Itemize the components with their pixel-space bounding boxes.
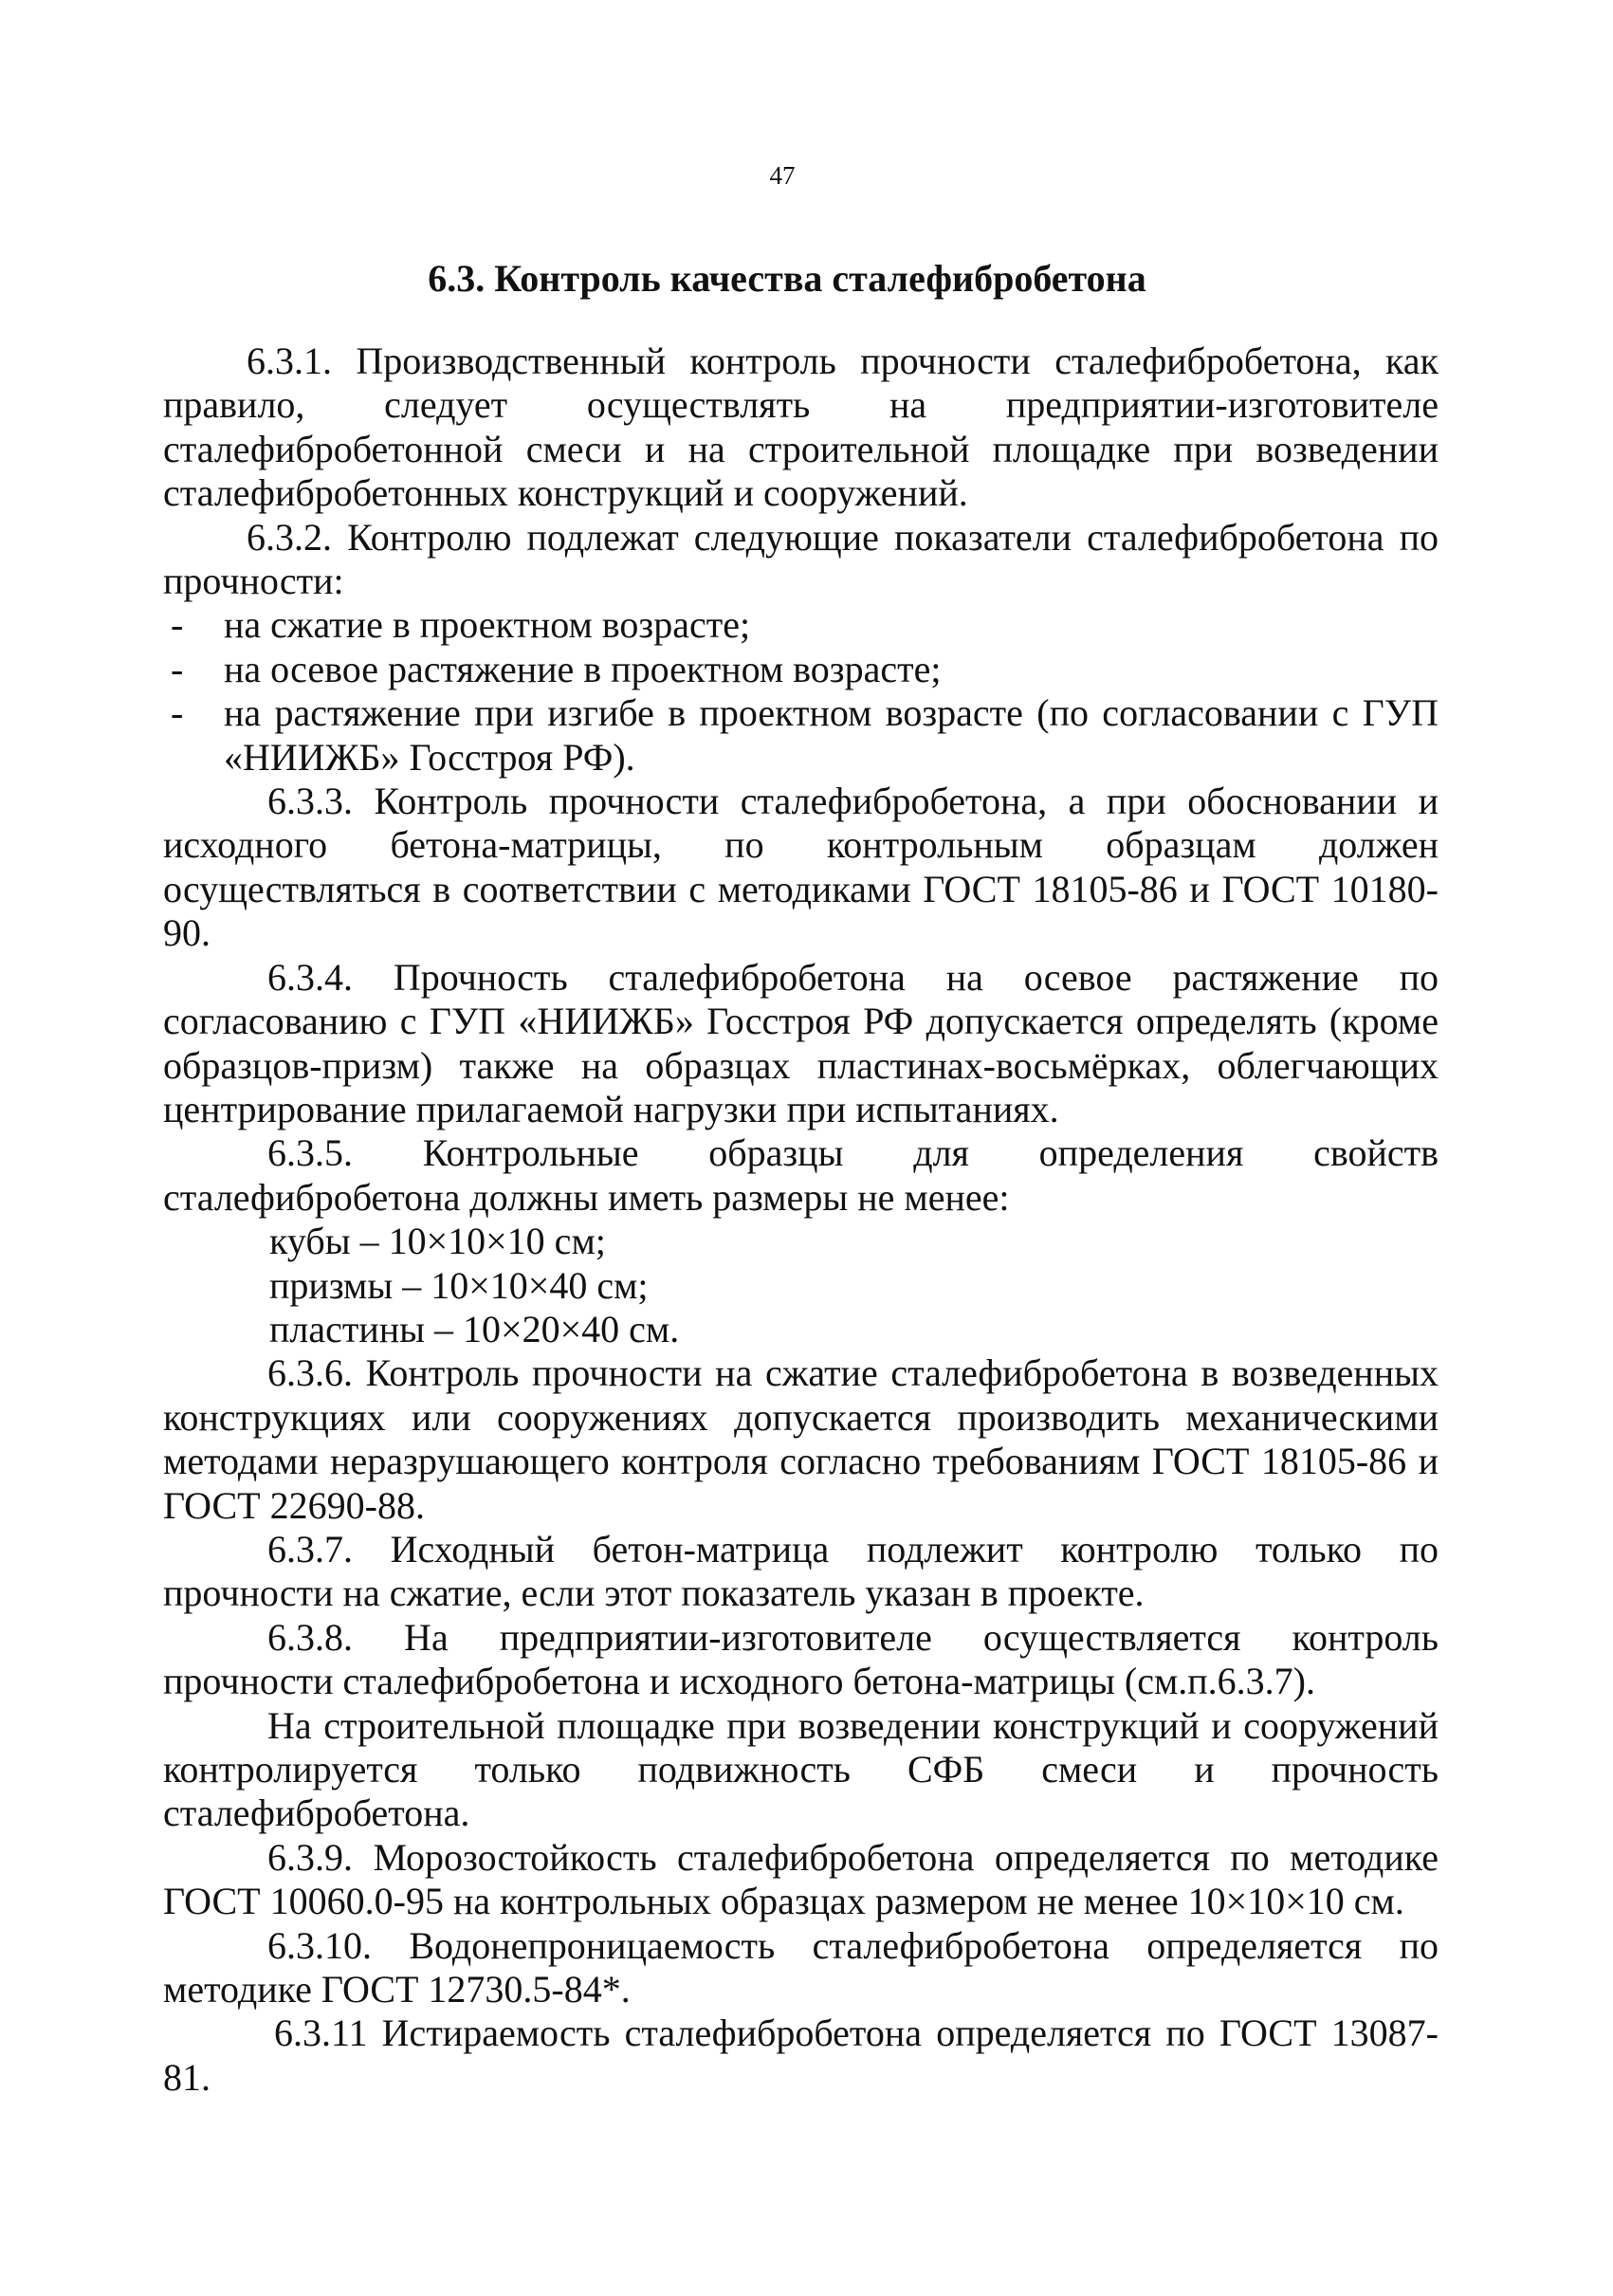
dash-bullet: - <box>171 603 184 647</box>
paragraph-6-3-10: 6.3.10. Водонепроницаемость сталефибробетона определяется по методике ГОСТ 12730.5-84*. <box>163 1923 1439 2011</box>
list-item-text: на осевое растяжение в проектном возрасте; <box>224 647 942 690</box>
list-item <box>163 691 1439 780</box>
list-item <box>163 603 1439 647</box>
list-item <box>163 648 1439 691</box>
paragraph-6-3-3: 6.3.3. Контроль прочности сталефибробетона, а при обосновании и исходного бетона-матрицы, по контрольным образцам должен осуществляться в соответствии с методиками ГОСТ 18105-86 и ГОСТ 10180-90. <box>163 780 1439 955</box>
list-item-text: на сжатие в проектном возрасте; <box>224 603 751 647</box>
paragraph-6-3-6: 6.3.6. Контроль прочности на сжатие сталефибробетона в возведенных конструкциях или сооружениях допускается производить механическими методами неразрушающего контроля согласно требованиям ГОСТ 18105-86 и ГОСТ 22690-88. <box>163 1351 1439 1527</box>
specimen-size-plates: пластины – 10×20×40 см. <box>269 1307 680 1350</box>
dash-bullet: - <box>171 691 184 735</box>
paragraph-6-3-1: 6.3.1. Производственный контроль прочности сталефибробетона, как правило, следует осуществлять на предприятии-изготовителе сталефибробетонной смеси и на строительной площадке при возведении сталефибробетонных конструкций и сооружений. <box>163 340 1439 515</box>
paragraph-6-3-4: 6.3.4. Прочность сталефибробетона на осевое растяжение по согласованию с ГУП «НИИЖБ» Госстроя РФ допускается определять (кроме образцов-призм) также на образцах пластинах-восьмёрках, облегчающих центрирование прилагаемой нагрузки при испытаниях. <box>163 955 1439 1130</box>
paragraph-6-3-7: 6.3.7. Исходный бетон-матрица подлежит контролю только по прочности на сжатие, если этот показатель указан в проекте. <box>163 1527 1439 1615</box>
paragraph-6-3-11: 6.3.11 Истираемость сталефибробетона определяется по ГОСТ 13087-81. <box>163 2011 1439 2099</box>
specimen-size-cubes: кубы – 10×10×10 см; <box>269 1220 606 1263</box>
paragraph-6-3-2: 6.3.2. Контролю подлежат следующие показатели сталефибробетона по прочности: <box>163 515 1439 603</box>
section-title: 6.3. Контроль качества сталефибробетона <box>428 257 1146 300</box>
specimen-size-prisms: призмы – 10×10×40 см; <box>269 1263 649 1307</box>
paragraph-6-3-9: 6.3.9. Морозостойкость сталефибробетона определяется по методике ГОСТ 10060.0-95 на контрольных образцах размером не менее 10×10×10 см. <box>163 1835 1439 1923</box>
paragraph-6-3-8-site: На строительной площадке при возведении конструкций и сооружений контролируется только подвижность СФБ смеси и прочность сталефибробетона. <box>163 1703 1439 1835</box>
list-item-text: на растяжение при изгибе в проектном возрасте (по согласовании с ГУП «НИИЖБ» Госстроя РФ). <box>224 691 1439 779</box>
paragraph-6-3-8: 6.3.8. На предприятии-изготовителе осуществляется контроль прочности сталефибробетона и исходного бетона-матрицы (см.п.6.3.7). <box>163 1615 1439 1703</box>
page-number: 47 <box>769 161 796 190</box>
document-body <box>163 340 1439 2100</box>
paragraph-6-3-5: 6.3.5. Контрольные образцы для определения свойств сталефибробетона должны иметь размеры не менее: <box>163 1131 1439 1219</box>
dash-bullet: - <box>171 647 184 690</box>
